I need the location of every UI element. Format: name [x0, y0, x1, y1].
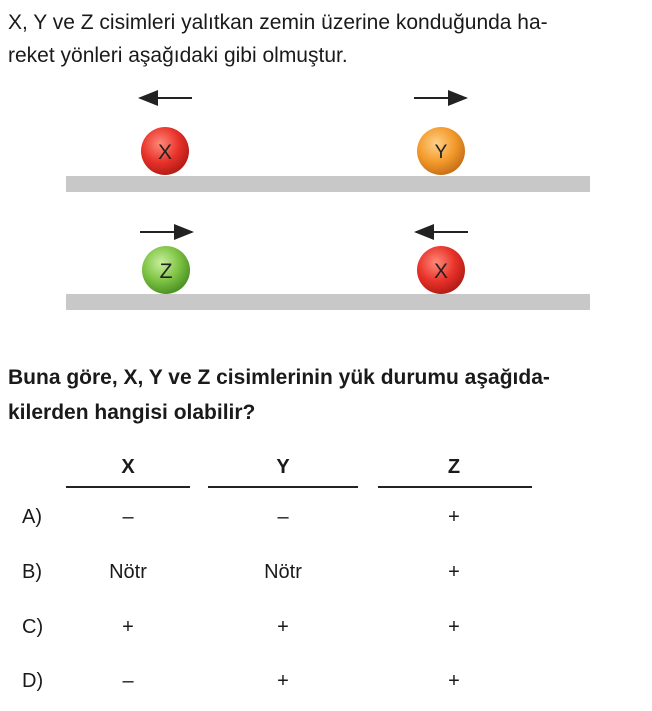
option-a-label[interactable]: A) — [22, 506, 42, 528]
header-x: X — [121, 456, 135, 478]
header-rule-y — [208, 486, 358, 488]
question-line-1: Buna göre, X, Y ve Z cisimlerinin yük durumu aşağıda- — [8, 366, 550, 389]
intro-line-1: X, Y ve Z cisimleri yalıtkan zemin üzerine konduğunda ha- — [8, 11, 548, 34]
question-line-2: kilerden hangisi olabilir? — [8, 401, 256, 424]
option-b-y: Nötr — [264, 561, 302, 583]
surface-2 — [66, 294, 590, 310]
ball-x-2-label: X — [433, 260, 449, 283]
ball-y-label: Y — [434, 142, 448, 163]
header-z: Z — [447, 456, 461, 478]
option-c-y: + — [277, 616, 289, 638]
option-c-z: + — [448, 616, 460, 638]
header-rule-z — [378, 486, 532, 488]
option-c-x: + — [122, 616, 134, 638]
surface-1 — [66, 176, 590, 192]
option-a-z: + — [448, 506, 460, 528]
option-d-x: – — [122, 670, 134, 692]
question-stem — [8, 360, 648, 430]
option-b-z: + — [448, 561, 460, 583]
option-b-x: Nötr — [109, 561, 147, 583]
ball-z-label: Z — [159, 260, 173, 283]
ball-x-1-label: X — [157, 141, 173, 164]
header-y: Y — [276, 456, 290, 478]
motion-figure — [0, 84, 652, 324]
option-b-label[interactable]: B) — [22, 561, 42, 583]
option-a-x: – — [122, 506, 134, 528]
header-rule-x — [66, 486, 190, 488]
option-d-label[interactable]: D) — [22, 670, 44, 692]
question-intro — [8, 6, 644, 72]
option-c-label[interactable]: C) — [22, 616, 44, 638]
option-d-y: + — [277, 670, 289, 692]
intro-line-2: reket yönleri aşağıdaki gibi olmuştur. — [8, 44, 348, 67]
option-d-z: + — [448, 670, 460, 692]
option-a-y: – — [277, 506, 289, 528]
